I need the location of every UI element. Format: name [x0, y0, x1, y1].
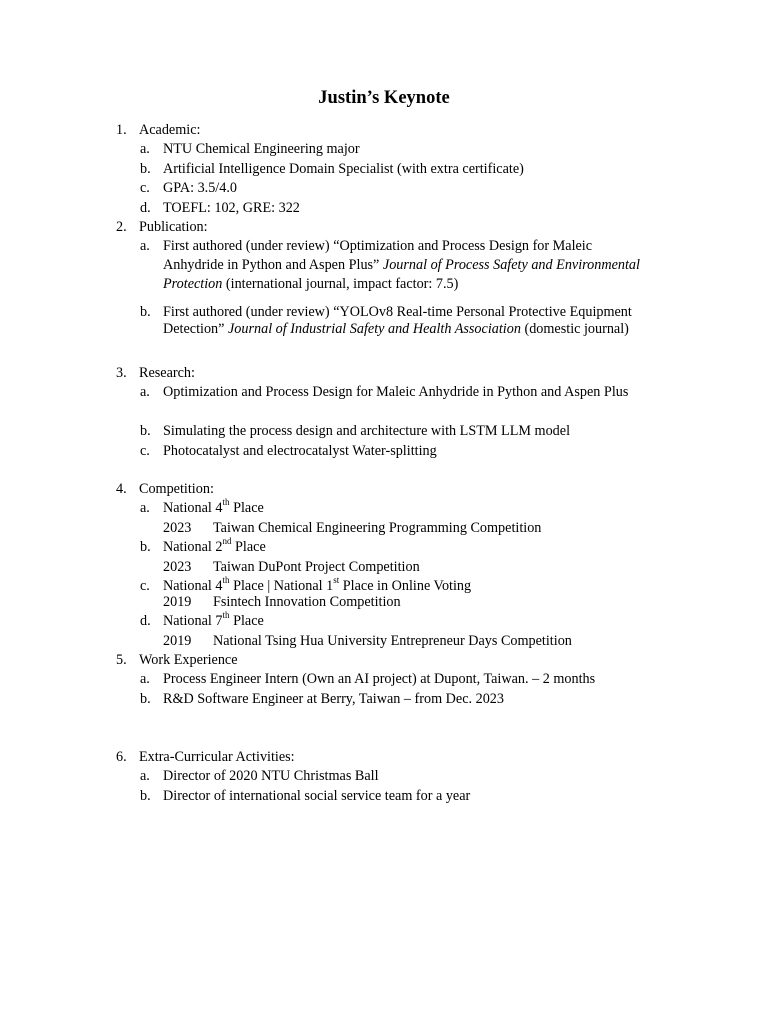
item-letter: d.	[140, 199, 151, 216]
competition-year: 2023	[163, 519, 192, 536]
competition-event: National Tsing Hua University Entrepreneur Days Competition	[213, 632, 572, 649]
publication-text	[163, 237, 645, 294]
item-letter: b.	[140, 690, 151, 707]
section-label: Publication:	[139, 219, 208, 235]
place-text: Place	[229, 613, 264, 629]
item-letter: c.	[140, 180, 150, 196]
section-number: 1.	[116, 122, 127, 138]
ordinal-suffix: th	[222, 497, 230, 508]
ordinal-suffix: nd	[222, 536, 232, 547]
section-number: 5.	[116, 652, 127, 668]
section-number: 6.	[116, 749, 127, 765]
item-letter: c.	[140, 578, 150, 594]
item-letter: b.	[140, 160, 151, 177]
competition-event: Fsintech Innovation Competition	[213, 594, 401, 610]
ordinal-suffix: th	[222, 575, 230, 586]
section-label: Research:	[139, 365, 195, 381]
item-letter: b.	[140, 539, 151, 555]
item-text: NTU Chemical Engineering major	[163, 141, 360, 157]
item-letter: a.	[140, 384, 150, 400]
item-letter: a.	[140, 768, 150, 784]
place-text: Place in Online Voting	[339, 578, 472, 594]
item-text: Director of 2020 NTU Christmas Ball	[163, 768, 379, 784]
section-label: Academic:	[139, 122, 201, 138]
item-text: Simulating the process design and architecture with LSTM LLM model	[163, 423, 571, 439]
place-text: National 2	[163, 539, 223, 555]
place-text: National 4	[163, 578, 223, 594]
item-text: Photocatalyst and electrocatalyst Water-splitting	[163, 442, 437, 459]
ordinal-suffix: th	[222, 610, 230, 621]
section-number: 3.	[116, 365, 127, 381]
competition-event-line	[163, 558, 645, 577]
journal-name: Journal of Industrial Safety and Health Association	[228, 321, 521, 337]
place-text: Place | National 1	[229, 578, 334, 594]
competition-year: 2019	[163, 632, 192, 649]
competition-event: Taiwan Chemical Engineering Programming Competition	[213, 519, 542, 536]
publication-suffix: (domestic journal)	[520, 321, 629, 337]
competition-event-line	[163, 632, 645, 651]
item-text: Optimization and Process Design for Maleic Anhydride in Python and Aspen Plus	[163, 384, 629, 400]
competition-year: 2019	[163, 594, 192, 610]
item-letter: b.	[140, 304, 151, 320]
publication-prefix: First authored (under review) “YOLOv8 Real-time Personal Protective Equipment Detection”	[163, 304, 632, 337]
competition-place	[163, 538, 645, 557]
document-title: Justin’s Keynote	[318, 88, 450, 108]
competition-place	[163, 499, 645, 518]
item-letter: a.	[140, 500, 150, 516]
item-text: Artificial Intelligence Domain Specialist (with extra certificate)	[163, 160, 524, 177]
item-letter: a.	[140, 671, 150, 687]
section-label: Extra-Curricular Activities:	[139, 749, 295, 765]
item-text: Director of international social service team for a year	[163, 787, 471, 804]
place-text: Place	[231, 539, 266, 555]
place-text: National 4	[163, 500, 223, 516]
item-text: Process Engineer Intern (Own an AI project) at Dupont, Taiwan. – 2 months	[163, 671, 596, 687]
item-text: TOEFL: 102, GRE: 322	[163, 199, 300, 216]
competition-event-line	[163, 593, 645, 612]
publication-prefix: First authored (under review) “Optimization and Process Design for Maleic Anhydride in Python and Aspen Plus”	[163, 238, 593, 273]
item-letter: a.	[140, 238, 150, 254]
competition-event: Taiwan DuPont Project Competition	[213, 558, 420, 575]
item-letter: a.	[140, 141, 150, 157]
section-number: 4.	[116, 481, 127, 497]
item-letter: d.	[140, 613, 151, 629]
competition-place	[163, 612, 645, 631]
item-text: R&D Software Engineer at Berry, Taiwan – from Dec. 2023	[163, 690, 504, 707]
section-label: Competition:	[139, 481, 214, 497]
item-letter: b.	[140, 423, 151, 439]
section-label: Work Experience	[139, 652, 238, 668]
item-text: GPA: 3.5/4.0	[163, 180, 237, 196]
publication-suffix: (international journal, impact factor: 7.5)	[222, 276, 459, 292]
item-letter: c.	[140, 442, 150, 459]
place-text: National 7	[163, 613, 223, 629]
journal-name: Journal of Process Safety and Environmental Protection	[163, 257, 640, 292]
item-letter: b.	[140, 787, 151, 804]
place-text: Place	[229, 500, 264, 516]
section-number: 2.	[116, 219, 127, 235]
competition-year: 2023	[163, 558, 192, 575]
publication-text	[163, 304, 638, 338]
competition-event-line	[163, 519, 645, 538]
ordinal-suffix: st	[333, 575, 340, 586]
